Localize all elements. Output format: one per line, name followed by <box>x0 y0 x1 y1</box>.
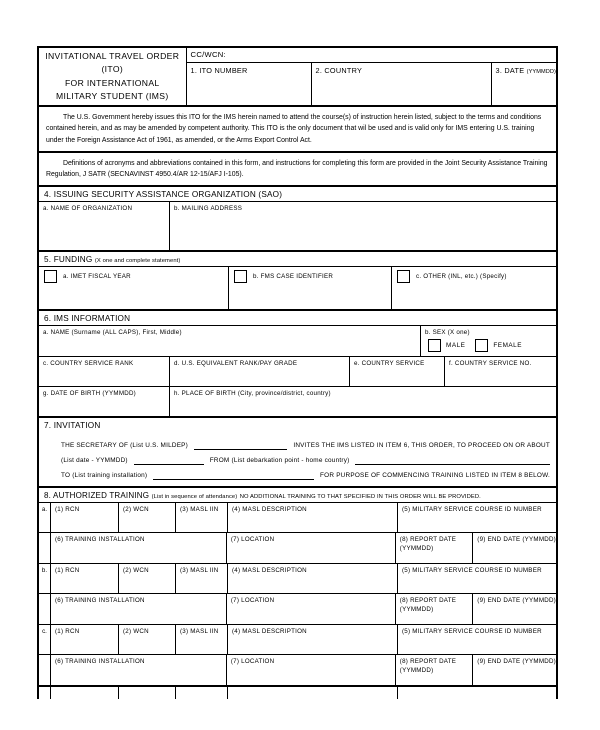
invites-text: INVITES THE IMS LISTED IN ITEM 6, THIS ORDER, TO PROCEED ON OR ABOUT <box>293 442 550 450</box>
field-rcn[interactable]: (1) RCN <box>51 625 119 654</box>
field-training-installation[interactable]: (6) TRAINING INSTALLATION <box>51 533 227 563</box>
field-course-id[interactable]: (5) MILITARY SERVICE COURSE ID NUMBER <box>402 505 542 513</box>
ito-number-label: 1. ITO NUMBER <box>190 66 248 75</box>
from-label: FROM (List debarkation point - home country) <box>209 457 350 465</box>
section-5-note: (X one and complete statement) <box>94 257 181 264</box>
field-report-date[interactable]: (8) REPORT DATE (YYMMDD) <box>396 533 474 563</box>
sao-name-label: a. NAME OF ORGANIZATION <box>43 204 133 212</box>
us-equivalent-rank-label: d. U.S. EQUIVALENT RANK/PAY GRADE <box>174 359 298 367</box>
sex-male-label: MALE <box>446 342 466 350</box>
section-5-header <box>39 250 556 267</box>
field-masl-description-partial[interactable] <box>228 687 398 699</box>
section-6-row-2 <box>39 357 556 387</box>
field-sao-name[interactable] <box>39 202 170 250</box>
sao-address-label: b. MAILING ADDRESS <box>174 204 243 212</box>
table-row <box>39 625 556 687</box>
invitation-line-1 <box>39 435 556 450</box>
table-row <box>39 564 556 625</box>
section-4-heading: 4. ISSUING SECURITY ASSISTANCE ORGANIZATION (SAO) <box>44 189 283 199</box>
field-masl-description[interactable]: (4) MASL DESCRIPTION <box>228 564 398 593</box>
field-country-service-no[interactable] <box>445 357 556 386</box>
authorized-training-table <box>39 503 556 699</box>
section-8-header <box>39 486 556 503</box>
country-label: 2. COUNTRY <box>315 66 363 75</box>
field-rcn[interactable]: (1) RCN <box>51 503 119 532</box>
ito-form <box>37 46 558 699</box>
field-location[interactable]: (7) LOCATION <box>227 655 396 685</box>
field-wcn[interactable]: (2) WCN <box>119 503 176 532</box>
field-training-installation[interactable]: (6) TRAINING INSTALLATION <box>51 655 227 685</box>
form-title <box>39 48 187 105</box>
sex-female-label: FEMALE <box>493 342 522 350</box>
section-8-heading: 8. AUTHORIZED TRAINING (List in sequence of attendance) NO ADDITIONAL TRAINING TO THAT SPECIFIED IN THIS ORDER WILL BE PROVIDED. <box>44 490 481 500</box>
section-7-heading: 7. INVITATION <box>44 420 101 430</box>
field-end-date[interactable]: (9) END DATE (YYMMDD) <box>477 596 556 604</box>
section-5-body <box>39 267 556 309</box>
imet-checkbox[interactable] <box>44 270 57 283</box>
header-fields <box>187 48 556 105</box>
statement-paragraph-1: The U.S. Government hereby issues this ITO for the IMS herein named to attend the course(s) of instruction herein listed, subject to the terms and conditions contained herein, and as may be amended by competent authority. This ITO is the only document that wil be used and is valid only for IMS entering U.S. training under the Foreign Assistance Act of 1961, as amended, or the Arms Export Control Act. <box>46 114 542 144</box>
section-6-row-1 <box>39 326 556 357</box>
field-ims-name[interactable] <box>39 326 421 356</box>
country-service-label: e. COUNTRY SERVICE <box>354 359 425 367</box>
field-course-id[interactable]: (5) MILITARY SERVICE COURSE ID NUMBER <box>402 566 542 574</box>
field-course-id[interactable]: (5) MILITARY SERVICE COURSE ID NUMBER <box>402 627 542 635</box>
training-row-bottom <box>39 655 556 687</box>
section-7 <box>39 416 556 486</box>
funding-imet[interactable] <box>39 267 229 309</box>
row-letter-spacer <box>39 655 51 685</box>
form-title-line1: INVITATIONAL TRAVEL ORDER (ITO) <box>45 51 180 75</box>
field-ims-sex <box>421 326 556 356</box>
sex-female-checkbox[interactable] <box>475 339 488 352</box>
statement-paragraph-2: Definitions of acronyms and abbreviations contained in this form, and instructions for completing this form are provided in the Joint Security Assistance Training Regulation, J SATR (SECNAVINST 4950.4/AR 12-15/AFJ I-105). <box>46 159 548 178</box>
to-label: TO (List training installation) <box>61 472 148 480</box>
field-wcn[interactable]: (2) WCN <box>119 625 176 654</box>
form-header <box>39 48 556 105</box>
field-date-of-birth[interactable] <box>39 387 170 416</box>
training-row-top <box>39 503 556 533</box>
section-4-body <box>39 202 556 250</box>
field-masl-description[interactable]: (4) MASL DESCRIPTION <box>228 625 398 654</box>
secretary-of-label: THE SECRETARY OF (List U.S. MILDEP) <box>61 442 189 450</box>
row-letter-partial <box>39 687 51 699</box>
statement-block-1 <box>39 105 556 151</box>
field-location[interactable]: (7) LOCATION <box>227 594 396 624</box>
purpose-text: FOR PURPOSE OF COMMENCING TRAINING LISTED IN ITEM 8 BELOW. <box>320 472 550 480</box>
fms-checkbox[interactable] <box>234 270 247 283</box>
field-training-installation[interactable]: (6) TRAINING INSTALLATION <box>51 594 227 624</box>
section-8-note-2: NO ADDITIONAL TRAINING TO THAT SPECIFIED IN THIS ORDER WILL BE PROVIDED. <box>239 493 481 500</box>
row-letter-spacer <box>39 594 51 624</box>
funding-other[interactable] <box>392 267 556 309</box>
field-report-date[interactable]: (8) REPORT DATE (YYMMDD) <box>396 655 474 685</box>
training-row-bottom <box>39 533 556 564</box>
invitation-line-3 <box>39 465 556 480</box>
place-of-birth-label: h. PLACE OF BIRTH (City, province/district, country) <box>174 389 331 397</box>
statement-block-2 <box>39 151 556 185</box>
field-masl-iin[interactable]: (3) MASL IIN <box>176 503 228 532</box>
row-letter-spacer <box>39 533 51 563</box>
field-country[interactable] <box>312 63 492 105</box>
imet-label: a. IMET FISCAL YEAR <box>63 273 131 281</box>
other-label: c. OTHER (INL, etc.) (Specify) <box>416 273 507 281</box>
field-location[interactable]: (7) LOCATION <box>227 533 396 563</box>
section-6-header <box>39 309 556 326</box>
field-wcn[interactable]: (2) WCN <box>119 564 176 593</box>
field-wcn-partial[interactable] <box>119 687 176 699</box>
training-row-bottom <box>39 594 556 625</box>
training-row-top <box>39 564 556 594</box>
field-rcn[interactable]: (1) RCN <box>51 564 119 593</box>
row-letter: a. <box>39 503 51 532</box>
row-letter: c. <box>39 625 51 654</box>
training-row-partial <box>39 687 556 699</box>
list-date-label: (List date - YYMMDD) <box>61 457 128 465</box>
secretary-of-input[interactable] <box>194 438 287 450</box>
field-country-service-rank[interactable] <box>39 357 170 386</box>
field-sao-address[interactable] <box>170 202 556 250</box>
field-report-date[interactable]: (8) REPORT DATE (YYMMDD) <box>396 594 474 624</box>
other-checkbox[interactable] <box>397 270 410 283</box>
table-row <box>39 503 556 564</box>
field-masl-iin[interactable]: (3) MASL IIN <box>176 625 228 654</box>
field-ito-number[interactable] <box>187 63 312 105</box>
to-input[interactable] <box>153 468 314 480</box>
ims-name-label: a. NAME (Surname (ALL CAPS), First, Middle) <box>43 328 182 336</box>
funding-fms[interactable] <box>229 267 392 309</box>
field-date[interactable] <box>492 63 556 105</box>
date-label: 3. DATE (YYMMDD) <box>495 66 556 75</box>
field-rcn-partial[interactable] <box>51 687 119 699</box>
section-5-heading: 5. FUNDING (X one and complete statement) <box>44 254 181 264</box>
ims-sex-label: b. SEX (X one) <box>425 328 470 336</box>
field-end-date[interactable]: (9) END DATE (YYMMDD) <box>477 535 556 543</box>
sex-male-checkbox[interactable] <box>428 339 441 352</box>
invitation-body <box>39 432 556 486</box>
field-masl-iin-partial[interactable] <box>176 687 228 699</box>
section-6-row-3 <box>39 387 556 416</box>
section-8-note-1: (List in sequence of attendance) <box>151 493 238 500</box>
field-place-of-birth[interactable] <box>170 387 556 416</box>
country-service-rank-label: c. COUNTRY SERVICE RANK <box>43 359 134 367</box>
list-date-input[interactable] <box>134 453 204 465</box>
section-6-heading: 6. IMS INFORMATION <box>44 313 131 323</box>
field-end-date[interactable]: (9) END DATE (YYMMDD) <box>477 657 556 665</box>
invitation-line-2 <box>39 450 556 465</box>
field-country-service[interactable] <box>350 357 445 386</box>
row-letter: b. <box>39 564 51 593</box>
field-course-id-partial[interactable] <box>398 687 556 699</box>
date-format-hint: (YYMMDD) <box>526 69 556 75</box>
field-masl-description[interactable]: (4) MASL DESCRIPTION <box>228 503 398 532</box>
section-4-header <box>39 185 556 202</box>
field-masl-iin[interactable]: (3) MASL IIN <box>176 564 228 593</box>
date-of-birth-label: g. DATE OF BIRTH (YYMMDD) <box>43 389 136 397</box>
field-us-equivalent-rank[interactable] <box>170 357 350 386</box>
form-title-line2: FOR INTERNATIONAL MILITARY STUDENT (IMS) <box>55 77 169 101</box>
from-input[interactable] <box>355 453 550 465</box>
fms-label: b. FMS CASE IDENTIFIER <box>253 273 334 281</box>
ccwcn-label: CC/WCN: <box>190 50 226 59</box>
field-ccwcn[interactable] <box>187 48 556 63</box>
country-service-no-label: f. COUNTRY SERVICE NO. <box>449 359 532 367</box>
training-row-top <box>39 625 556 655</box>
